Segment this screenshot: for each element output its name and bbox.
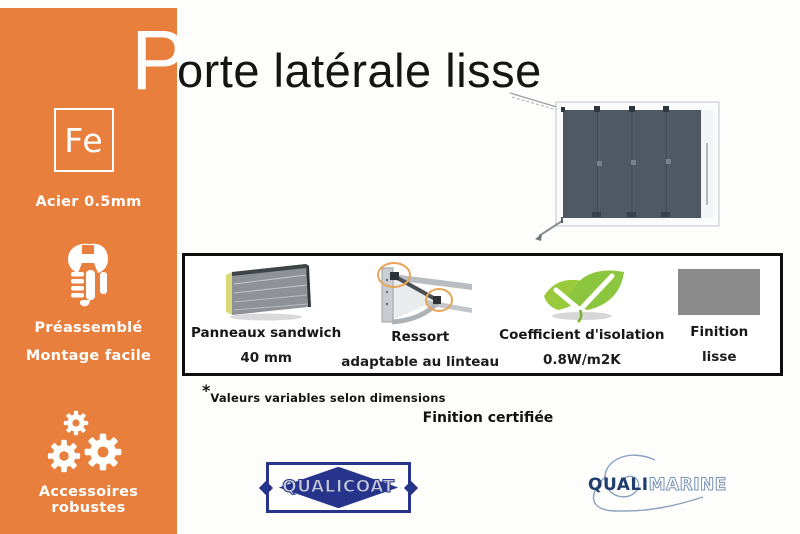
side-sliding-door-image — [480, 85, 800, 245]
qualimarine-light-text: MARINE — [648, 475, 727, 495]
feature-title: Ressort — [391, 329, 450, 345]
qualimarine-bold-text: QUALI — [588, 475, 649, 495]
footnote-text: Valeurs variables selon dimensions — [210, 391, 446, 405]
fe-symbol: Fe — [64, 120, 104, 160]
gears-icon — [42, 406, 134, 478]
qualicoat-wordmark: QUALICOAT — [282, 476, 395, 497]
wrench-tools-icon — [62, 242, 118, 312]
feature-panneaux — [191, 260, 341, 365]
green-leaves-icon — [530, 262, 634, 324]
feature-value: lisse — [702, 349, 737, 365]
easy-assembly-label: Montage facile — [25, 348, 152, 364]
feature-value: 0.8W/m2K — [543, 352, 621, 368]
iron-symbol-icon — [54, 108, 114, 172]
feature-value: 40 mm — [240, 350, 292, 366]
qualicoat-logo — [266, 462, 411, 513]
accessories-label: Accessoires robustes — [38, 484, 139, 516]
certification-heading: Finition certifiée — [422, 410, 554, 426]
preassembled-label: Préassemblé — [34, 320, 143, 336]
feature-ressort — [341, 260, 500, 370]
feature-value: adaptable au linteau — [341, 354, 500, 370]
page-title: orte latérale lisse — [177, 44, 542, 97]
footnote — [202, 381, 446, 406]
page-title-initial: P — [131, 13, 188, 107]
smooth-finish-icon — [678, 269, 760, 315]
feature-finition — [665, 260, 774, 365]
feature-title: Panneaux sandwich — [191, 325, 342, 341]
features-box — [182, 253, 783, 376]
footnote-asterisk: * — [202, 381, 211, 400]
feature-isolation — [499, 260, 665, 368]
spring-lintel-icon — [364, 262, 476, 326]
sandwich-panel-icon — [218, 262, 314, 322]
steel-label: Acier 0.5mm — [35, 194, 142, 210]
feature-title: Coefficient d'isolation — [499, 327, 665, 343]
qualimarine-wordmark — [588, 475, 727, 495]
feature-title: Finition — [690, 324, 749, 340]
qualimarine-logo — [563, 452, 727, 514]
